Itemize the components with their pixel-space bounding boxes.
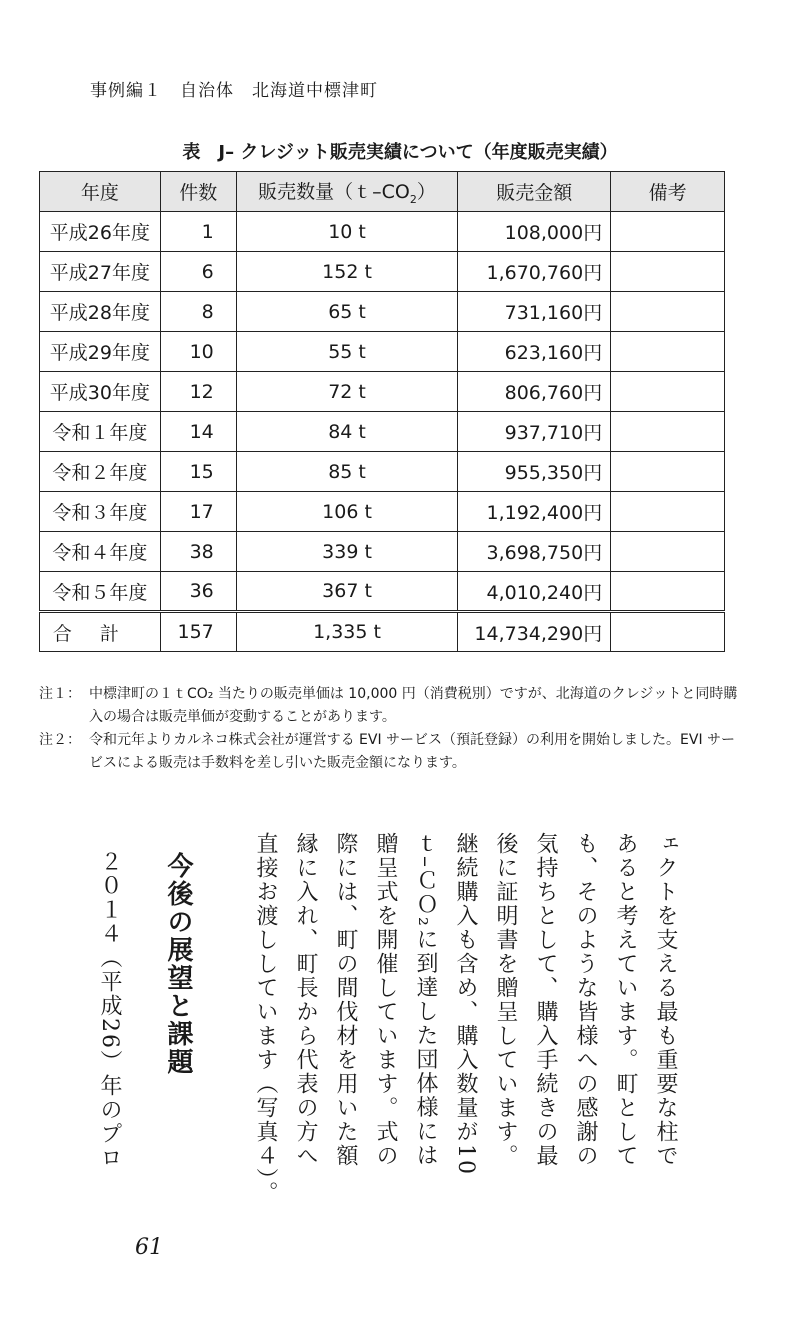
table-row bbox=[40, 292, 725, 332]
cell-note bbox=[611, 412, 725, 452]
cell-qty: 55 t bbox=[236, 332, 458, 372]
table-row bbox=[40, 412, 725, 452]
cell-note bbox=[611, 212, 725, 252]
total-amount: 14,734,290円 bbox=[458, 612, 611, 652]
cell-year: 平成26年度 bbox=[40, 212, 161, 252]
table-row bbox=[40, 492, 725, 532]
cell-qty: 10 t bbox=[236, 212, 458, 252]
cell-note bbox=[611, 252, 725, 292]
cell-count: 6 bbox=[160, 252, 236, 292]
cell-count: 8 bbox=[160, 292, 236, 332]
body-line: も、そのような皆様への感謝の bbox=[573, 832, 598, 1168]
cell-count: 10 bbox=[160, 332, 236, 372]
cell-qty: 367 t bbox=[236, 572, 458, 612]
header-count: 件数 bbox=[160, 172, 236, 212]
body-line: あると考えています。町として bbox=[613, 832, 638, 1168]
cell-amount: 3,698,750円 bbox=[458, 532, 611, 572]
body-line: 贈呈式を開催しています。式の bbox=[373, 832, 398, 1168]
table-row bbox=[40, 372, 725, 412]
table-row bbox=[40, 252, 725, 292]
cell-qty: 84 t bbox=[236, 412, 458, 452]
total-label: 合計 bbox=[40, 612, 161, 652]
cell-qty: 85 t bbox=[236, 452, 458, 492]
table-row bbox=[40, 212, 725, 252]
body-line: ェクトを支える最も重要な柱で bbox=[653, 832, 678, 1168]
cell-note bbox=[611, 452, 725, 492]
cell-amount: 108,000円 bbox=[458, 212, 611, 252]
cell-note bbox=[611, 532, 725, 572]
cell-amount: 623,160円 bbox=[458, 332, 611, 372]
vertical-next-line: ２０１４（平成26）年のプロ bbox=[97, 850, 122, 1170]
table-total-row bbox=[40, 612, 725, 652]
body-line: 気持ちとして、購入手続きの最 bbox=[533, 832, 558, 1168]
cell-note bbox=[611, 332, 725, 372]
cell-note bbox=[611, 492, 725, 532]
note-text: 中標津町の１ｔCO₂ 当たりの販売単価は 10,000 円（消費税別）ですが、北海道のクレジットと同時購入の場合は販売単価が変動することがあります。 bbox=[89, 686, 738, 725]
table-row bbox=[40, 532, 725, 572]
cell-count: 36 bbox=[160, 572, 236, 612]
note-1 bbox=[39, 683, 739, 729]
cell-amount: 955,350円 bbox=[458, 452, 611, 492]
cell-count: 14 bbox=[160, 412, 236, 452]
body-line: 縁に入れ、町長から代表の方へ bbox=[293, 832, 318, 1168]
body-line: 際には、町の間伐材を用いた額 bbox=[333, 832, 358, 1168]
cell-count: 17 bbox=[160, 492, 236, 532]
cell-qty: 339 t bbox=[236, 532, 458, 572]
total-note bbox=[611, 612, 725, 652]
cell-year: 平成28年度 bbox=[40, 292, 161, 332]
cell-count: 15 bbox=[160, 452, 236, 492]
running-header: 事例編１ 自治体 北海道中標津町 bbox=[90, 81, 378, 101]
cell-amount: 1,670,760円 bbox=[458, 252, 611, 292]
table-header-row bbox=[40, 172, 725, 212]
cell-amount: 4,010,240円 bbox=[458, 572, 611, 612]
total-quantity: 1,335 t bbox=[236, 612, 458, 652]
cell-count: 1 bbox=[160, 212, 236, 252]
total-count: 157 bbox=[160, 612, 236, 652]
body-line: 直接お渡ししています（写真４）。 bbox=[253, 832, 278, 1205]
body-line: 継続購入も含め、購入数量が10 bbox=[453, 832, 478, 1176]
cell-qty: 65 t bbox=[236, 292, 458, 332]
note-label: 注１： bbox=[39, 686, 81, 702]
cell-note bbox=[611, 372, 725, 412]
table-notes bbox=[39, 683, 739, 775]
cell-count: 38 bbox=[160, 532, 236, 572]
cell-qty: 72 t bbox=[236, 372, 458, 412]
cell-note bbox=[611, 292, 725, 332]
vertical-body-text bbox=[245, 832, 685, 1212]
cell-year: 令和２年度 bbox=[40, 452, 161, 492]
cell-amount: 1,192,400円 bbox=[458, 492, 611, 532]
note-text: 令和元年よりカルネコ株式会社が運営する EVI サービス（預託登録）の利用を開始しました。EVI サービスによる販売は手数料を差し引いた販売金額になります。 bbox=[89, 732, 736, 771]
note-label: 注２： bbox=[39, 732, 81, 748]
cell-year: 平成29年度 bbox=[40, 332, 161, 372]
header-quantity: 販売数量$(t-CO_2)$ bbox=[236, 172, 458, 212]
table-row bbox=[40, 452, 725, 492]
cell-year: 令和３年度 bbox=[40, 492, 161, 532]
cell-year: 令和１年度 bbox=[40, 412, 161, 452]
table-row bbox=[40, 332, 725, 372]
cell-amount: 806,760円 bbox=[458, 372, 611, 412]
header-note: 備考 bbox=[611, 172, 725, 212]
cell-note bbox=[611, 572, 725, 612]
header-year: 年度 bbox=[40, 172, 161, 212]
cell-year: 平成27年度 bbox=[40, 252, 161, 292]
sales-results-table bbox=[39, 171, 725, 652]
note-2 bbox=[39, 729, 739, 775]
page-number: 61 bbox=[135, 1235, 163, 1260]
header-amount: 販売金額 bbox=[458, 172, 611, 212]
cell-count: 12 bbox=[160, 372, 236, 412]
cell-amount: 731,160円 bbox=[458, 292, 611, 332]
cell-year: 令和５年度 bbox=[40, 572, 161, 612]
table-title: 表 J– クレジット販売実績について（年度販売実績） bbox=[182, 142, 618, 163]
table-row bbox=[40, 572, 725, 612]
cell-qty: 152 t bbox=[236, 252, 458, 292]
cell-qty: 106 t bbox=[236, 492, 458, 532]
section-heading: 今後の展望と課題 bbox=[163, 852, 193, 1076]
cell-year: 平成30年度 bbox=[40, 372, 161, 412]
body-line: 後に証明書を贈呈しています。 bbox=[493, 832, 518, 1168]
cell-amount: 937,710円 bbox=[458, 412, 611, 452]
cell-year: 令和４年度 bbox=[40, 532, 161, 572]
body-line: ｔ–ＣＯ₂に到達した団体様には bbox=[413, 832, 438, 1168]
